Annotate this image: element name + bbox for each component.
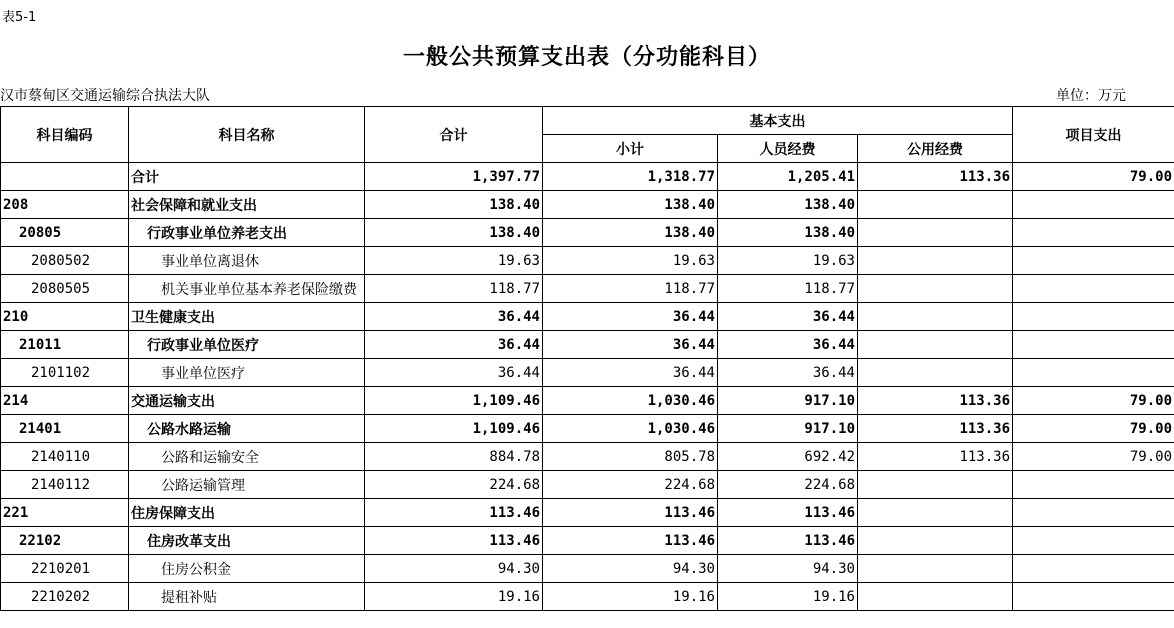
cell-personnel: 19.16 xyxy=(718,583,858,611)
cell-personnel: 36.44 xyxy=(718,331,858,359)
cell-subtotal: 36.44 xyxy=(543,359,718,387)
cell-total: 118.77 xyxy=(365,275,543,303)
cell-code: 20805 xyxy=(1,219,129,247)
cell-public xyxy=(858,583,1013,611)
cell-public: 113.36 xyxy=(858,415,1013,443)
cell-code: 210 xyxy=(1,303,129,331)
cell-code: 214 xyxy=(1,387,129,415)
header-total: 合计 xyxy=(365,107,543,163)
cell-name: 交通运输支出 xyxy=(129,387,365,415)
cell-public: 113.36 xyxy=(858,163,1013,191)
cell-subtotal: 1,030.46 xyxy=(543,387,718,415)
table-row xyxy=(1,443,1174,471)
cell-project xyxy=(1013,359,1174,387)
header-name: 科目名称 xyxy=(129,107,365,163)
cell-name: 公路水路运输 xyxy=(129,415,365,443)
cell-personnel: 917.10 xyxy=(718,387,858,415)
budget-table xyxy=(0,106,1174,611)
cell-code: 2101102 xyxy=(1,359,129,387)
cell-project: 79.00 xyxy=(1013,387,1174,415)
cell-subtotal: 1,318.77 xyxy=(543,163,718,191)
cell-project: 79.00 xyxy=(1013,415,1174,443)
cell-total: 1,109.46 xyxy=(365,387,543,415)
cell-project xyxy=(1013,247,1174,275)
cell-public xyxy=(858,247,1013,275)
cell-total: 138.40 xyxy=(365,191,543,219)
cell-name: 提租补贴 xyxy=(129,583,365,611)
cell-personnel: 692.42 xyxy=(718,443,858,471)
cell-subtotal: 113.46 xyxy=(543,527,718,555)
table-body xyxy=(1,163,1174,611)
cell-code: 221 xyxy=(1,499,129,527)
table-row xyxy=(1,275,1174,303)
cell-personnel: 36.44 xyxy=(718,359,858,387)
cell-total: 113.46 xyxy=(365,499,543,527)
cell-personnel: 224.68 xyxy=(718,471,858,499)
cell-total: 19.63 xyxy=(365,247,543,275)
unit-name: 汉市蔡甸区交通运输综合执法大队 xyxy=(0,88,210,104)
header-basic: 基本支出 xyxy=(543,107,1013,135)
cell-total: 138.40 xyxy=(365,219,543,247)
cell-public xyxy=(858,303,1013,331)
cell-total: 36.44 xyxy=(365,359,543,387)
cell-personnel: 113.46 xyxy=(718,499,858,527)
cell-name: 事业单位离退休 xyxy=(129,247,365,275)
cell-personnel: 917.10 xyxy=(718,415,858,443)
cell-personnel: 113.46 xyxy=(718,527,858,555)
cell-code: 21011 xyxy=(1,331,129,359)
header-project: 项目支出 xyxy=(1013,107,1174,163)
table-row xyxy=(1,555,1174,583)
cell-code: 2140112 xyxy=(1,471,129,499)
cell-name: 公路运输管理 xyxy=(129,471,365,499)
table-row xyxy=(1,191,1174,219)
cell-code: 2140110 xyxy=(1,443,129,471)
table-row xyxy=(1,163,1174,191)
cell-public xyxy=(858,219,1013,247)
cell-public xyxy=(858,275,1013,303)
table-row xyxy=(1,527,1174,555)
cell-code: 2210201 xyxy=(1,555,129,583)
cell-code: 2080505 xyxy=(1,275,129,303)
cell-total: 94.30 xyxy=(365,555,543,583)
cell-code xyxy=(1,163,129,191)
cell-code: 2080502 xyxy=(1,247,129,275)
cell-project xyxy=(1013,527,1174,555)
cell-personnel: 36.44 xyxy=(718,303,858,331)
cell-total: 1,397.77 xyxy=(365,163,543,191)
header-code: 科目编码 xyxy=(1,107,129,163)
cell-personnel: 138.40 xyxy=(718,191,858,219)
cell-public xyxy=(858,331,1013,359)
cell-total: 884.78 xyxy=(365,443,543,471)
table-row xyxy=(1,303,1174,331)
cell-public xyxy=(858,359,1013,387)
cell-subtotal: 36.44 xyxy=(543,331,718,359)
table-row xyxy=(1,471,1174,499)
cell-project xyxy=(1013,331,1174,359)
cell-subtotal: 19.16 xyxy=(543,583,718,611)
cell-total: 36.44 xyxy=(365,303,543,331)
header-subtotal: 小计 xyxy=(543,135,718,163)
table-row xyxy=(1,359,1174,387)
table-header xyxy=(1,107,1174,163)
cell-public: 113.36 xyxy=(858,387,1013,415)
table-row xyxy=(1,331,1174,359)
cell-total: 113.46 xyxy=(365,527,543,555)
header-personnel: 人员经费 xyxy=(718,135,858,163)
cell-project xyxy=(1013,191,1174,219)
unit-label: 单位：万元 xyxy=(1056,88,1126,104)
cell-name: 行政事业单位养老支出 xyxy=(129,219,365,247)
sheet-label: 表5-1 xyxy=(2,10,37,25)
cell-subtotal: 138.40 xyxy=(543,191,718,219)
cell-project xyxy=(1013,499,1174,527)
cell-personnel: 19.63 xyxy=(718,247,858,275)
table-row xyxy=(1,499,1174,527)
cell-subtotal: 224.68 xyxy=(543,471,718,499)
cell-subtotal: 36.44 xyxy=(543,303,718,331)
cell-code: 208 xyxy=(1,191,129,219)
cell-project: 79.00 xyxy=(1013,443,1174,471)
cell-name: 社会保障和就业支出 xyxy=(129,191,365,219)
cell-name: 行政事业单位医疗 xyxy=(129,331,365,359)
cell-public xyxy=(858,555,1013,583)
cell-project xyxy=(1013,555,1174,583)
cell-public xyxy=(858,471,1013,499)
table-row xyxy=(1,387,1174,415)
cell-public xyxy=(858,499,1013,527)
cell-subtotal: 113.46 xyxy=(543,499,718,527)
cell-code: 2210202 xyxy=(1,583,129,611)
table-row xyxy=(1,247,1174,275)
cell-subtotal: 138.40 xyxy=(543,219,718,247)
cell-name: 卫生健康支出 xyxy=(129,303,365,331)
table-row xyxy=(1,415,1174,443)
cell-subtotal: 805.78 xyxy=(543,443,718,471)
cell-project: 79.00 xyxy=(1013,163,1174,191)
cell-subtotal: 118.77 xyxy=(543,275,718,303)
cell-project xyxy=(1013,219,1174,247)
cell-name: 住房保障支出 xyxy=(129,499,365,527)
cell-project xyxy=(1013,471,1174,499)
cell-total: 224.68 xyxy=(365,471,543,499)
page-title: 一般公共预算支出表（分功能科目） xyxy=(402,44,771,70)
cell-name: 住房公积金 xyxy=(129,555,365,583)
cell-public xyxy=(858,527,1013,555)
cell-project xyxy=(1013,303,1174,331)
cell-personnel: 118.77 xyxy=(718,275,858,303)
cell-name: 合计 xyxy=(129,163,365,191)
cell-personnel: 94.30 xyxy=(718,555,858,583)
cell-public: 113.36 xyxy=(858,443,1013,471)
cell-subtotal: 19.63 xyxy=(543,247,718,275)
cell-project xyxy=(1013,275,1174,303)
cell-name: 事业单位医疗 xyxy=(129,359,365,387)
cell-personnel: 1,205.41 xyxy=(718,163,858,191)
cell-subtotal: 1,030.46 xyxy=(543,415,718,443)
table-row xyxy=(1,583,1174,611)
header-public: 公用经费 xyxy=(858,135,1013,163)
cell-name: 机关事业单位基本养老保险缴费 xyxy=(129,275,365,303)
cell-code: 21401 xyxy=(1,415,129,443)
cell-project xyxy=(1013,583,1174,611)
cell-total: 36.44 xyxy=(365,331,543,359)
cell-total: 1,109.46 xyxy=(365,415,543,443)
cell-name: 公路和运输安全 xyxy=(129,443,365,471)
cell-subtotal: 94.30 xyxy=(543,555,718,583)
cell-name: 住房改革支出 xyxy=(129,527,365,555)
table-row xyxy=(1,219,1174,247)
cell-total: 19.16 xyxy=(365,583,543,611)
cell-code: 22102 xyxy=(1,527,129,555)
cell-public xyxy=(858,191,1013,219)
cell-personnel: 138.40 xyxy=(718,219,858,247)
